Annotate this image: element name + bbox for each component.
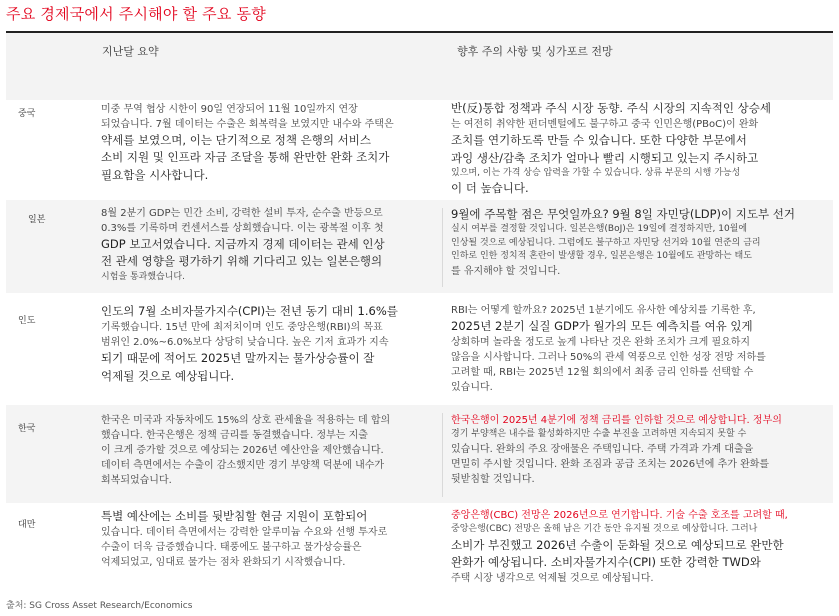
outlook-cell: 중앙은행(CBC) 전망은 2026년으로 연기합니다. 기술 수출 호조를 고려할 때, 중앙은행(CBC) 전망은 올해 남은 기간 동안 유지될 것으로 예상합니다. 그러나 소비가 부진했고 2026년 수출이 둔화될 것으로 예상되므로 완만한 완화가 예상됩니다. 소비자물가지수(CPI) 또한 강력한 TWD와 주택 시장 냉각으로 억제될 것으로 예상됩니다. <box>451 510 788 584</box>
header-outlook: 향후 주의 사항 및 싱가포르 전망 <box>457 45 613 58</box>
header-summary: 지난달 요약 <box>102 45 159 58</box>
summary-cell: 한국은 미국과 자동차에도 15%의 상호 관세율을 적용하는 데 합의 했습니다. 한국은행은 정책 금리를 동결했습니다. 정부는 지출 이 크게 증가할 것으로 예상되는 2026년 예산안을 제안했습니다. 데이터 측면에서는 수출이 감소했지만 경기 부양책 덕분에 내수가 회복되었습니다. <box>101 415 391 486</box>
country-label: 대만 <box>18 520 36 530</box>
outlook-cell: 9월에 주목할 점은 무엇일까요? 9월 8일 자민당(LDP)이 지도부 선거 실시 여부를 결정할 것입니다. 일본은행(BoJ)은 19일에 결정하지만, 10월에 인상될 것으로 예상됩니다. 그럼에도 불구하고 자민당 선거와 10월 연준의 금리 인하로 인한 정치적 혼란이 발생할 경우, 일본은행은 10월에도 관망하는 태도 를 유지해야 할 것입니다. <box>451 207 795 277</box>
country-label: 중국 <box>18 109 36 119</box>
outlook-cell: 한국은행이 2025년 4분기에 정책 금리를 인하할 것으로 예상합니다. 정부의 경기 부양책은 내수를 활성화하지만 수출 부진을 고려하면 지속되지 못할 수 있습니다. 완화의 주요 장애물은 주택입니다. 주택 가격과 가계 대출을 면밀히 주시할 것입니다. 완화 조짐과 공급 조치는 2026년에 추가 완화를 뒷받침할 것입니다. <box>451 415 782 485</box>
summary-cell: 인도의 7월 소비자물가지수(CPI)는 전년 동기 대비 1.6%를 기록했습니다. 15년 만에 최저치이며 인도 중앙은행(RBI)의 목표 범위인 2.0%~6.0%보다 상당히 낮습니다. 높은 기저 효과가 지속 되기 때문에 적어도 2025년 말까지는 물가상승률이 잘 억제될 것으로 예상됩니다. <box>101 304 398 383</box>
table-header <box>6 33 833 100</box>
column-divider <box>442 413 443 497</box>
country-label: 한국 <box>18 424 36 434</box>
page-title: 주요 경제국에서 주시해야 할 주요 동향 <box>6 5 266 23</box>
country-label: 인도 <box>18 316 36 326</box>
summary-cell: 특별 예산에는 소비를 뒷받침할 현금 지원이 포함되어 있습니다. 데이터 측면에서는 강력한 알루미늄 수요와 선행 투자로 수출이 더욱 급증했습니다. 태풍에도 불구하고 물가상승률은 억제되었고, 임대료 물가는 점차 완화되기 시작했습니다. <box>101 509 388 569</box>
table-row-korea <box>6 405 833 503</box>
outlook-cell: 반(反)통합 정책과 주식 시장 동향. 주식 시장의 지속적인 상승세 는 여전히 취약한 펀더멘털에도 불구하고 중국 인민은행(PBoC)이 완화 조치를 연기하도록 만들 수 있습니다. 또한 다양한 부문에서 과잉 생산/감축 조치가 얼마나 빨리 시행되고 있는지 주시하고 있으며, 이는 가격 상승 압력을 가할 수 있습니다. 상류 부문의 시행 가능성 이 더 높습니다. <box>451 101 771 196</box>
table-row-india <box>6 293 833 405</box>
outlook-cell: RBI는 어떻게 할까요? 2025년 1분기에도 유사한 예상치를 기록한 후, 2025년 2분기 실질 GDP가 월가의 모든 예측치를 여유 있게 상회하며 놀라울 정도로 높게 나타난 것은 완화 조치가 크게 필요하지 않음을 시사합니다. 그러나 50%의 관세 역풍으로 인한 성장 전망 저하를 고려할 때, RBI는 2025년 12월 회의에서 최종 금리 인하를 선택할 수 있습니다. <box>451 305 766 394</box>
table-row-taiwan <box>6 503 833 595</box>
column-divider <box>442 208 443 287</box>
table-row-china <box>6 100 833 200</box>
source-note: 출처: SG Cross Asset Research/Economics <box>6 601 193 611</box>
table-row-japan <box>6 200 833 293</box>
summary-cell: 8월 2분기 GDP는 민간 소비, 강력한 설비 투자, 순수출 반등으로 0.3%를 기록하며 컨센서스를 상회했습니다. 이는 광복절 이후 첫 GDP 보고서였습니다. 지금까지 경제 데이터는 관세 인상 전 관세 영향을 평가하기 위해 기다리고 있는 일본은행의 시험을 통과했습니다. <box>101 208 385 282</box>
country-label: 일본 <box>28 215 46 225</box>
summary-cell: 미중 무역 협상 시한이 90일 연장되어 11월 10일까지 연장 되었습니다. 7월 데이터는 수출은 회복력을 보였지만 내수와 주택은 약세를 보였으며, 이는 단기적으로 정책 은행의 서비스 소비 지원 및 인프라 자금 조달을 통해 완만한 완화 조치가 필요함을 시사합니다. <box>101 104 394 182</box>
